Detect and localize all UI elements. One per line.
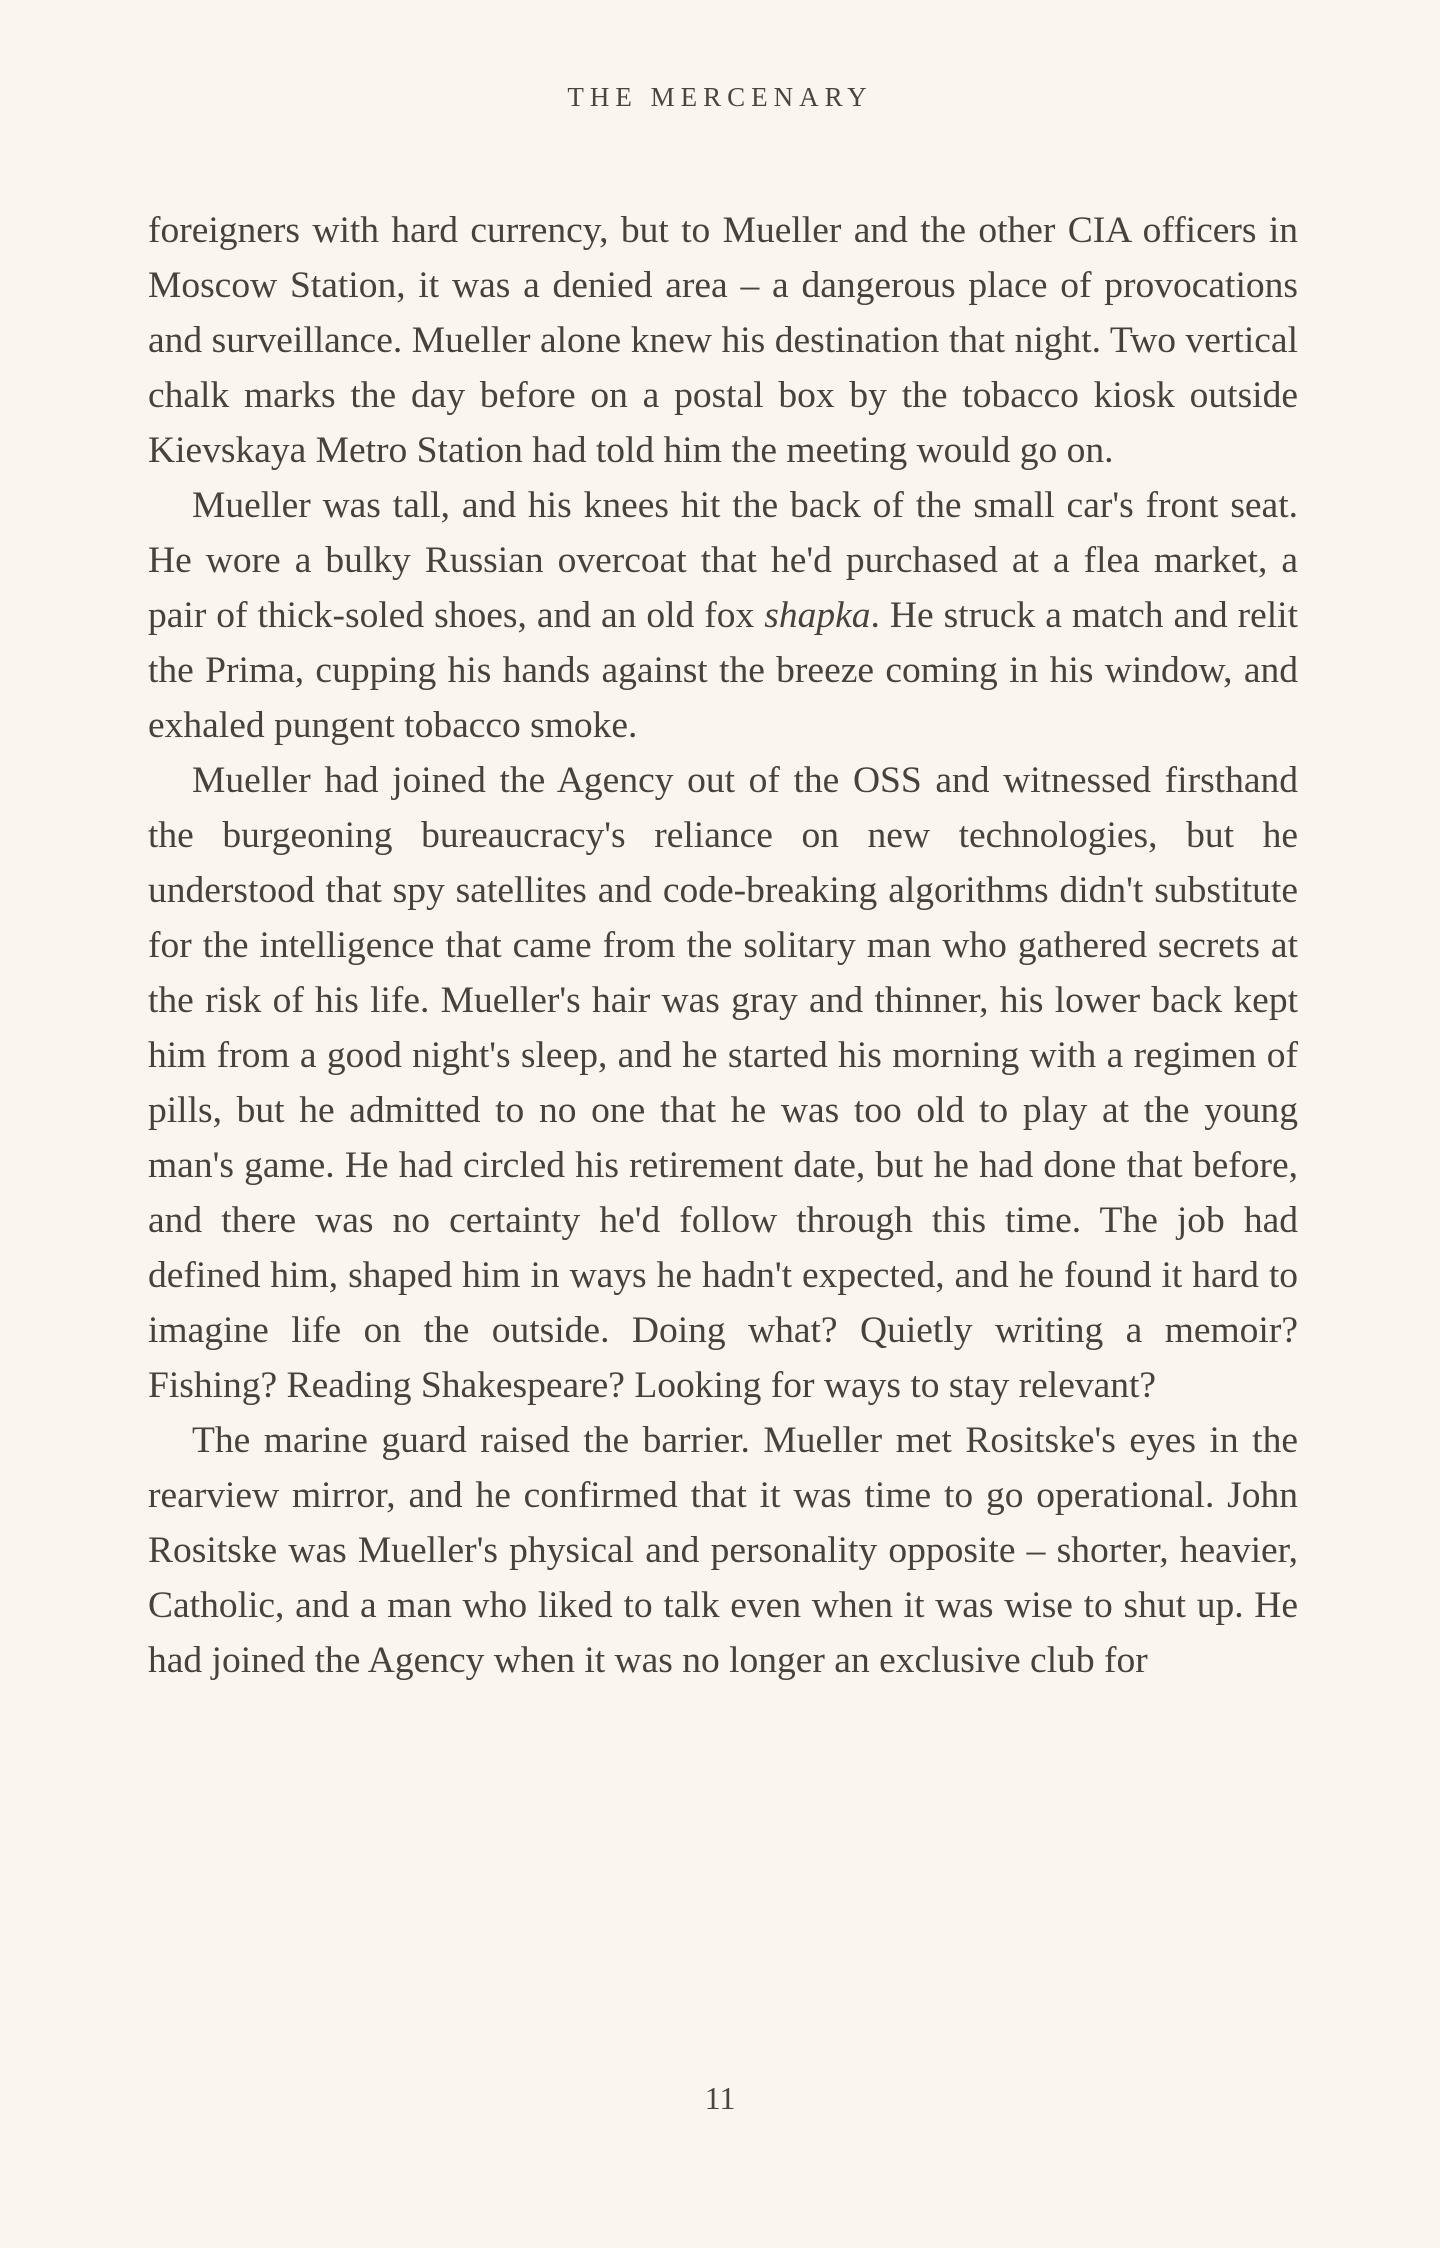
paragraph [148, 478, 1298, 753]
running-head: THE MERCENARY [567, 82, 873, 112]
paragraph: Mueller had joined the Agency out of the OSS and witnessed firsthand the burgeoning bureaucracy's reliance on new technologies, but he understood that spy satellites and code-breaking algorithms didn't substitute for the intelligence that came from the solitary man who gathered secrets at the risk of his life. Mueller's hair was gray and thinner, his lower back kept him from a good night's sleep, and he started his morning with a regimen of pills, but he admitted to no one that he was too old to play at the young man's game. He had circled his retirement date, but he had done that before, and there was no certainty he'd follow through this time. The job had defined him, shaped him in ways he hadn't expected, and he found it hard to imagine life on the outside. Doing what? Quietly writing a memoir? Fishing? Reading Shakespeare? Looking for ways to stay relevant? [148, 760, 1298, 1406]
page-number: 11 [704, 2080, 736, 2116]
paragraph: foreigners with hard currency, but to Mueller and the other CIA officers in Moscow Station, it was a denied area – a dangerous place of provocations and surveillance. Mueller alone knew his destination that night. Two vertical chalk marks the day before on a postal box by the tobacco kiosk outside Kievskaya Metro Station had told him the meeting would go on. [148, 210, 1298, 471]
italic-term: shapka [764, 595, 871, 636]
body-text [148, 203, 1298, 1688]
paragraph-text: . He struck a match and relit the Prima, cupping his hands against the breeze coming in his window, and exhaled pungent tobacco smoke. [148, 595, 1298, 746]
paragraph: The marine guard raised the barrier. Mueller met Rositske's eyes in the rearview mirror, and he confirmed that it was time to go operational. John Rositske was Mueller's physical and personality opposite – shorter, heavier, Catholic, and a man who liked to talk even when it was wise to shut up. He had joined the Agency when it was no longer an exclusive club for [148, 1420, 1298, 1681]
paragraph-text: Mueller was tall, and his knees hit the back of the small car's front seat. He wore a bulky Russian overcoat that he'd purchased at a flea market, a pair of thick-soled shoes, and an old fox [148, 485, 1298, 636]
